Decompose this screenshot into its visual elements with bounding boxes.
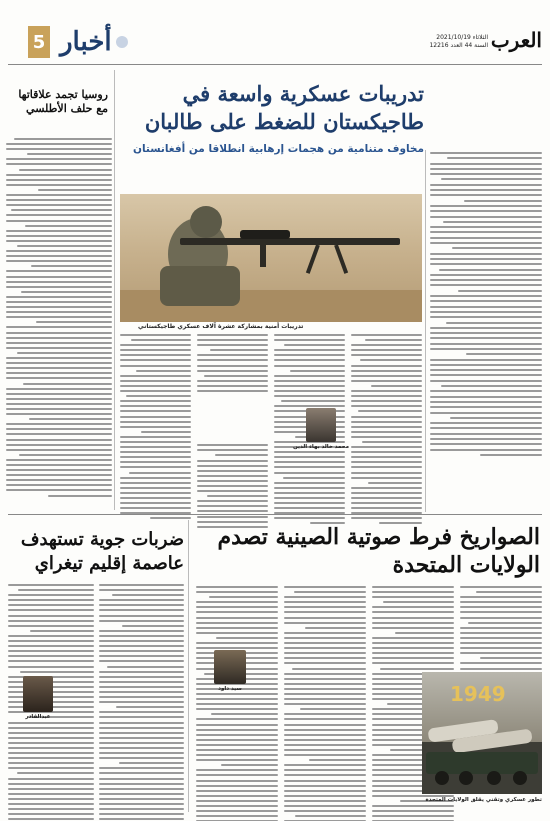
middle-rule xyxy=(8,514,542,515)
sidebar-story xyxy=(6,70,112,510)
text-lines xyxy=(351,334,422,524)
china-story-author xyxy=(200,650,260,692)
section-title: أخبار xyxy=(60,27,112,57)
sidebar-body-text xyxy=(6,138,112,510)
china-story-column xyxy=(284,586,366,814)
main-intro-column xyxy=(430,152,542,512)
text-lines xyxy=(430,152,542,456)
masthead xyxy=(0,0,550,62)
soldier-illustration xyxy=(120,194,422,322)
text-lines xyxy=(99,584,185,821)
author-name: عبدالقادر xyxy=(25,714,51,720)
issue-date: الثلاثاء 2021/10/19 xyxy=(436,34,488,41)
text-lines xyxy=(120,334,191,519)
author-avatar xyxy=(306,408,336,442)
newspaper-logo xyxy=(492,30,542,50)
missile-photo-caption: تطور عسكري وتقني يقلق الولايات المتحدة xyxy=(425,797,542,803)
tigray-story-header xyxy=(8,528,184,576)
section-deco-icon xyxy=(116,36,128,48)
main-photo-caption: تدريبات أمنية بمشاركة عشرة آلاف عسكري طاجيكستاني xyxy=(138,323,304,330)
main-subheadline: مخاوف متنامية من هجمات إرهابية انطلاقا من أفغانستان xyxy=(133,143,424,155)
text-lines xyxy=(6,138,112,497)
tigray-story-author xyxy=(8,676,68,720)
author-avatar xyxy=(214,650,246,684)
text-lines xyxy=(196,586,278,821)
main-story-column xyxy=(197,334,268,512)
main-story-column xyxy=(120,334,191,512)
author-name: محمد خالد بهاء الدين xyxy=(293,444,349,450)
author-avatar xyxy=(23,676,53,712)
text-lines xyxy=(460,586,542,685)
right-column-divider xyxy=(425,150,426,512)
china-story-column xyxy=(196,586,278,814)
main-story-columns xyxy=(120,334,422,512)
tigray-headline: ضربات جوية تستهدف عاصمة إقليم تيغراي xyxy=(20,529,184,574)
main-story-author xyxy=(291,408,351,458)
section-header xyxy=(28,26,128,58)
soldier-photo xyxy=(120,194,422,322)
logo-text: العرب xyxy=(490,28,542,52)
publication-meta xyxy=(429,34,488,50)
main-story-header xyxy=(114,80,424,156)
main-story-column xyxy=(351,334,422,512)
bottom-divider xyxy=(188,520,189,812)
issue-number: السنة 44 العدد 12216 xyxy=(429,42,488,49)
top-rule xyxy=(8,64,542,65)
text-lines xyxy=(284,586,366,821)
tigray-story-column xyxy=(99,584,185,814)
main-headline: تدريبات عسكرية واسعة في طاجيكستان للضغط على طالبان xyxy=(144,81,424,134)
author-name: سيد داود xyxy=(218,686,242,692)
missile-photo xyxy=(422,672,542,794)
sidebar-headline: روسيا تجمد علاقاتها مع حلف الأطلسي xyxy=(18,88,108,115)
year-badge: 1949 xyxy=(450,682,506,706)
china-story-header xyxy=(190,523,540,579)
china-headline: الصواريخ فرط صوتية الصينية تصدم الولايات المتحدة xyxy=(217,524,540,578)
text-lines xyxy=(197,334,268,528)
page-number-badge: 5 xyxy=(28,26,50,58)
